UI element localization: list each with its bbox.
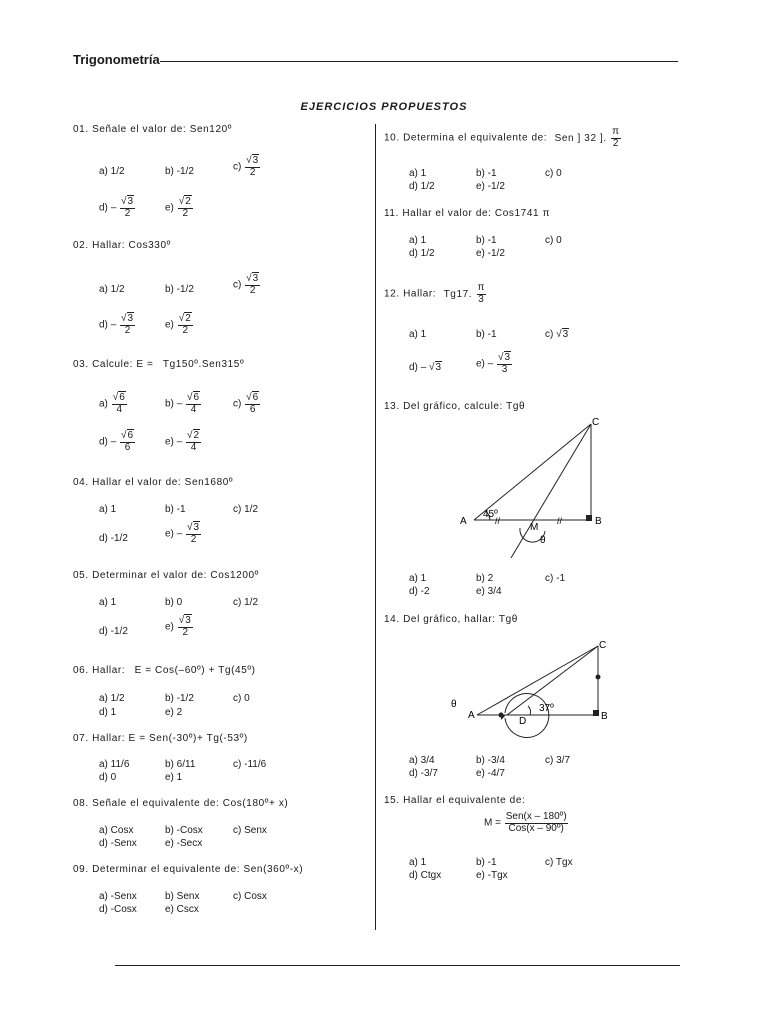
q15-expression bbox=[484, 812, 569, 834]
q02-option-c bbox=[233, 274, 261, 296]
q03-c-label: c) bbox=[233, 398, 242, 410]
header-rule bbox=[160, 61, 678, 62]
q13-segment-ac bbox=[474, 424, 591, 520]
q14-option-d: d) -3/7 bbox=[409, 768, 438, 779]
q12-option-e: e) – $\frac{√3}{3}$ bbox=[476, 352, 511, 375]
q13-option-a: a) 1 bbox=[409, 573, 427, 584]
q12-expression: Tg17. bbox=[443, 288, 473, 300]
question-14 bbox=[384, 614, 518, 625]
q15-fraction: $\frac{\text{Sen(x – 180º)}}{\text{Cos(x – 90º)}}$ bbox=[505, 811, 567, 834]
section-title: EJERCICIOS PROPUESTOS bbox=[300, 101, 468, 113]
q11-option-e: e) -1/2 bbox=[476, 248, 505, 259]
q14-option-e: e) -4/7 bbox=[476, 768, 505, 779]
q14-angle-arc-37 bbox=[528, 706, 531, 715]
q12-d-sqrt: √3 bbox=[429, 362, 442, 373]
q03-option-b: b) – $\frac{√6}{4}$ bbox=[165, 392, 200, 415]
question-05: 05. Determinar el valor de: Cos1200º bbox=[73, 570, 259, 581]
q02-d-fraction: $\frac{√3}{2}$ bbox=[121, 313, 134, 336]
q14-option-b: b) -3/4 bbox=[476, 755, 505, 766]
q13-label-c: C bbox=[592, 417, 600, 428]
q10-pi-fraction: $\frac{\pi}{2}$ bbox=[612, 126, 620, 149]
q14-label-a: A bbox=[468, 710, 475, 721]
q14-figure bbox=[440, 632, 620, 742]
question-07: 07. Hallar: E = Sen(-30º)+ Tg(-53º) bbox=[73, 733, 248, 744]
q11-text: 11. Hallar el valor de: Cos1741 bbox=[384, 208, 540, 219]
q10-text: 10. Determina el equivalente de: bbox=[384, 132, 548, 144]
q14-midpoint-dot bbox=[596, 675, 601, 680]
q01-d-fraction: $\frac{√3}{2}$ bbox=[121, 196, 134, 219]
question-10 bbox=[384, 127, 622, 149]
q01-d-label: d) bbox=[99, 202, 108, 214]
q12-option-d: d) – √3 bbox=[409, 362, 442, 373]
q15-option-e: e) -Tgx bbox=[476, 870, 508, 881]
q06-option-e: e) 2 bbox=[165, 707, 183, 718]
q11-option-d: d) 1/2 bbox=[409, 248, 435, 259]
q12-e-fraction: $\frac{√3}{3}$ bbox=[498, 352, 511, 375]
q05-option-e bbox=[165, 616, 194, 638]
q13-label-a: A bbox=[460, 516, 467, 527]
q02-option-e bbox=[165, 314, 194, 336]
q14-option-c: c) 3/7 bbox=[545, 755, 571, 766]
q07-option-b: b) 6/11 bbox=[165, 759, 196, 770]
q08-option-a: a) Cosx bbox=[99, 825, 134, 836]
q02-option-d: d) – $\frac{√3}{2}$ bbox=[99, 313, 134, 336]
question-03 bbox=[73, 359, 244, 370]
q09-option-c: c) Cosx bbox=[233, 891, 267, 902]
q09-option-e: e) Cscx bbox=[165, 904, 199, 915]
q04-e-label: e) bbox=[165, 528, 174, 540]
q08-option-c: c) Senx bbox=[233, 825, 267, 836]
q05-option-b: b) 0 bbox=[165, 597, 183, 608]
q12-text: 12. Hallar: bbox=[384, 288, 437, 300]
q12-pi-fraction: $\frac{\pi}{3}$ bbox=[477, 282, 486, 305]
q01-option-c bbox=[233, 156, 261, 178]
q13-label-angle: 45º bbox=[483, 509, 498, 520]
question-02: 02. Hallar: Cos330º bbox=[73, 240, 171, 251]
q14-theta: θ bbox=[511, 614, 518, 625]
question-13 bbox=[384, 401, 525, 412]
q13-label-theta: θ bbox=[540, 535, 546, 546]
q01-option-d: d) – $\frac{√3}{2}$ bbox=[99, 196, 134, 219]
q09-option-a: a) -Senx bbox=[99, 891, 137, 902]
q14-label-angle: 37º bbox=[539, 703, 554, 714]
q13-option-e: e) 3/4 bbox=[476, 586, 502, 597]
q04-option-a: a) 1 bbox=[99, 504, 117, 515]
q13-option-b: b) 2 bbox=[476, 573, 494, 584]
question-06 bbox=[73, 665, 256, 676]
q15-option-a: a) 1 bbox=[409, 857, 427, 868]
q10-option-a: a) 1 bbox=[409, 168, 427, 179]
q07-option-a: a) 11/6 bbox=[99, 759, 130, 770]
q04-option-c: c) 1/2 bbox=[233, 504, 259, 515]
q06-option-a: a) 1/2 bbox=[99, 693, 125, 704]
q05-option-c: c) 1/2 bbox=[233, 597, 259, 608]
q01-e-label: e) bbox=[165, 202, 174, 214]
q10-expression: Sen ] 32 ]. bbox=[554, 132, 607, 144]
q03-a-label: a) bbox=[99, 398, 108, 410]
q08-option-b: b) -Cosx bbox=[165, 825, 203, 836]
q02-e-label: e) bbox=[165, 319, 174, 331]
q11-option-b: b) -1 bbox=[476, 235, 497, 246]
q13-text: 13. Del gráfico, calcule: Tg bbox=[384, 401, 520, 412]
q09-option-d: d) -Cosx bbox=[99, 904, 137, 915]
q03-b-label: b) bbox=[165, 398, 174, 410]
question-08: 08. Señale el equivalente de: Cos(180º+ x) bbox=[73, 798, 289, 809]
q11-option-c: c) 0 bbox=[545, 235, 562, 246]
q15-lhs: M = bbox=[484, 817, 501, 829]
q03-a-fraction: $\frac{√6}{4}$ bbox=[112, 392, 125, 415]
q14-label-theta: θ bbox=[451, 699, 457, 710]
q14-option-a: a) 3/4 bbox=[409, 755, 435, 766]
q01-c-label: c) bbox=[233, 161, 242, 173]
q03-expression: Tg150º.Sen315º bbox=[162, 359, 245, 370]
q12-option-b: b) -1 bbox=[476, 329, 497, 340]
q11-option-a: a) 1 bbox=[409, 235, 427, 246]
q13-label-b: B bbox=[595, 516, 602, 527]
q12-option-c bbox=[545, 329, 569, 340]
q13-figure bbox=[440, 412, 620, 562]
q05-option-d: d) -1/2 bbox=[99, 626, 128, 637]
q13-right-angle-marker bbox=[586, 515, 592, 521]
q03-e-label: e) bbox=[165, 436, 174, 448]
q03-e-fraction: $\frac{√2}{4}$ bbox=[187, 430, 200, 453]
q13-option-c: c) -1 bbox=[545, 573, 565, 584]
q02-option-b: b) -1/2 bbox=[165, 284, 194, 295]
q12-c-sqrt: √3 bbox=[556, 329, 569, 340]
q12-d-label: d) bbox=[409, 362, 418, 373]
q01-option-e bbox=[165, 197, 194, 219]
q01-option-a: a) 1/2 bbox=[99, 166, 125, 177]
q07-option-d: d) 0 bbox=[99, 772, 117, 783]
question-09: 09. Determinar el equivalente de: Sen(360º-x) bbox=[73, 864, 304, 875]
question-04: 04. Hallar el valor de: Sen1680º bbox=[73, 477, 234, 488]
q13-tick-2: // bbox=[557, 516, 563, 526]
q09-option-b: b) Senx bbox=[165, 891, 200, 902]
q06-option-d: d) 1 bbox=[99, 707, 117, 718]
q01-option-b: b) -1/2 bbox=[165, 166, 194, 177]
q13-label-m: M bbox=[530, 522, 539, 533]
q06-option-b: b) -1/2 bbox=[165, 693, 194, 704]
q10-option-e: e) -1/2 bbox=[476, 181, 505, 192]
q01-e-fraction: $\frac{√2}{2}$ bbox=[178, 196, 191, 219]
q06-option-c: c) 0 bbox=[233, 693, 250, 704]
q07-option-e: e) 1 bbox=[165, 772, 183, 783]
q10-option-d: d) 1/2 bbox=[409, 181, 435, 192]
q08-option-d: d) -Senx bbox=[99, 838, 137, 849]
q15-option-d: d) Ctgx bbox=[409, 870, 442, 881]
q07-option-c: c) -11/6 bbox=[233, 759, 267, 770]
q05-e-fraction: $\frac{√3}{2}$ bbox=[178, 615, 191, 638]
q14-label-b: B bbox=[601, 711, 608, 722]
q14-right-angle-marker bbox=[593, 710, 599, 716]
q03-d-label: d) bbox=[99, 436, 108, 448]
q14-label-c: C bbox=[599, 640, 607, 651]
q02-c-fraction: $\frac{√3}{2}$ bbox=[246, 273, 259, 296]
q14-point-dot bbox=[499, 713, 504, 718]
q15-option-b: b) -1 bbox=[476, 857, 497, 868]
q03-d-fraction: $\frac{√6}{6}$ bbox=[121, 430, 134, 453]
q02-d-label: d) bbox=[99, 319, 108, 331]
page-header-title: Trigonometría bbox=[73, 52, 160, 67]
question-15: 15. Hallar el equivalente de: bbox=[384, 795, 526, 806]
q13-option-d: d) -2 bbox=[409, 586, 430, 597]
q04-option-b: b) -1 bbox=[165, 504, 186, 515]
q03-c-fraction: $\frac{√6}{6}$ bbox=[246, 392, 259, 415]
q10-option-b: b) -1 bbox=[476, 168, 497, 179]
q02-option-a: a) 1/2 bbox=[99, 284, 125, 295]
q14-text: 14. Del gráfico, hallar: Tg bbox=[384, 614, 512, 625]
q04-e-fraction: $\frac{√3}{2}$ bbox=[187, 522, 200, 545]
q14-segment-ac bbox=[477, 646, 598, 715]
q02-c-label: c) bbox=[233, 279, 242, 291]
q03-option-c bbox=[233, 393, 261, 415]
q01-c-fraction: $\frac{√3}{2}$ bbox=[246, 155, 259, 178]
q05-e-label: e) bbox=[165, 621, 174, 633]
q12-option-a: a) 1 bbox=[409, 329, 427, 340]
q03-option-e: e) – $\frac{√2}{4}$ bbox=[165, 430, 200, 453]
column-divider bbox=[375, 124, 376, 930]
q04-option-d: d) -1/2 bbox=[99, 533, 128, 544]
q13-tick-1: // bbox=[495, 516, 501, 526]
q03-option-a bbox=[99, 393, 128, 415]
question-12 bbox=[384, 283, 487, 305]
q06-text: 06. Hallar: bbox=[73, 665, 126, 676]
q05-option-a: a) 1 bbox=[99, 597, 117, 608]
q04-option-e: e) – $\frac{√3}{2}$ bbox=[165, 522, 200, 545]
footer-rule bbox=[115, 965, 680, 966]
q12-e-label: e) bbox=[476, 358, 485, 370]
q03-text: 03. Calcule: E = bbox=[73, 359, 154, 370]
q13-theta: θ bbox=[519, 401, 526, 412]
q06-expression: E = Cos(–60º) + Tg(45º) bbox=[134, 665, 256, 676]
q03-b-fraction: $\frac{√6}{4}$ bbox=[187, 392, 200, 415]
q14-label-d: D bbox=[519, 716, 527, 727]
q10-option-c: c) 0 bbox=[545, 168, 562, 179]
q03-option-d: d) – $\frac{√6}{6}$ bbox=[99, 430, 134, 453]
question-01: 01. Señale el valor de: Sen120º bbox=[73, 124, 233, 135]
q15-option-c: c) Tgx bbox=[545, 857, 573, 868]
question-11 bbox=[384, 208, 550, 219]
q12-c-label: c) bbox=[545, 329, 554, 340]
q02-e-fraction: $\frac{√2}{2}$ bbox=[178, 313, 191, 336]
q11-pi: π bbox=[542, 208, 551, 219]
q08-option-e: e) -Secx bbox=[165, 838, 203, 849]
